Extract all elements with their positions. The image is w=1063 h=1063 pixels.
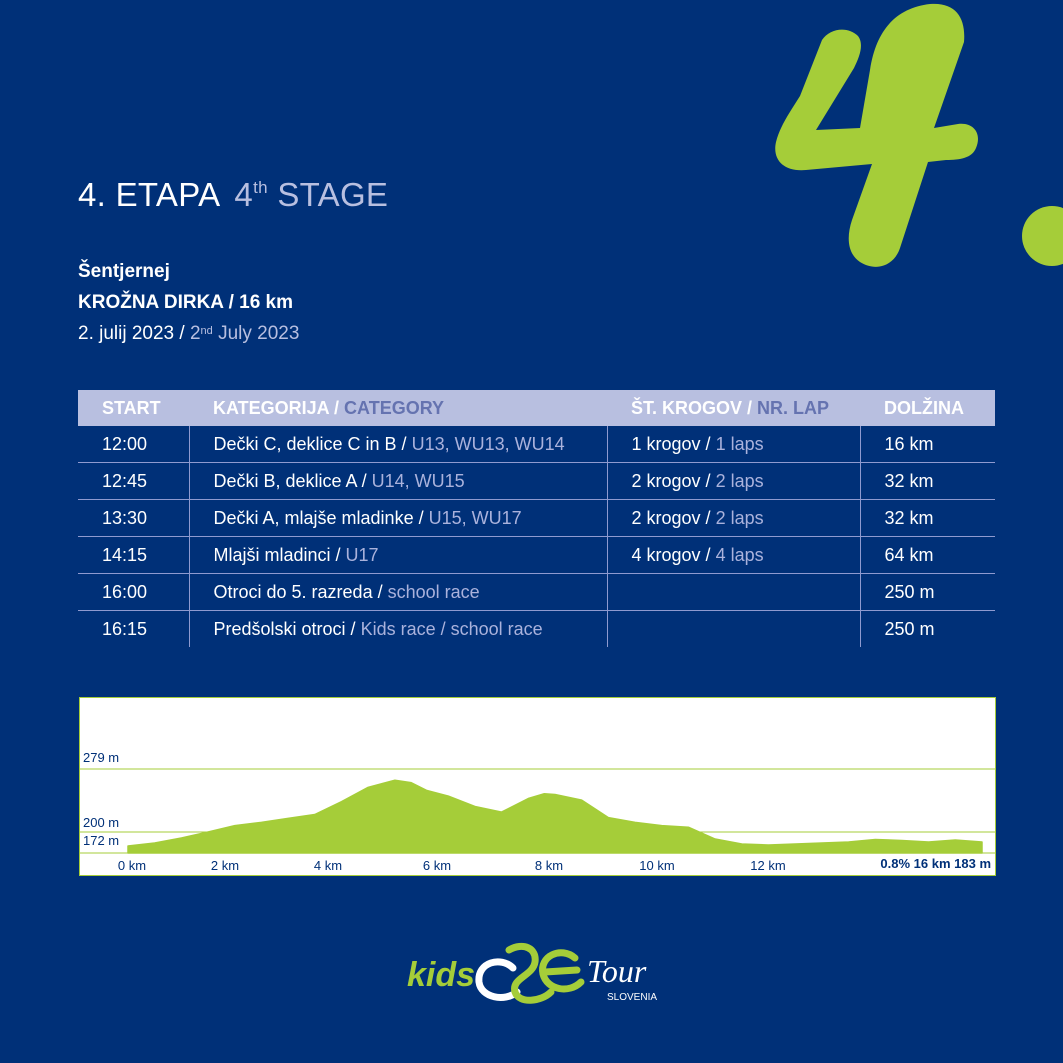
- distance-tick-label: 2 km: [210, 858, 240, 873]
- length-text: 32 km: [884, 507, 934, 528]
- start-time-text: 14:15: [102, 544, 148, 565]
- cell-laps: [607, 537, 860, 574]
- category-sl-text: Dečki C, deklice C in B /: [213, 433, 407, 454]
- category-en-text: school race: [387, 581, 480, 602]
- start-time-text: 16:00: [102, 581, 148, 602]
- stage-title-en-suffix: th: [253, 178, 268, 197]
- laps-en-text: 1 laps: [715, 433, 764, 454]
- laps-sl-text: 2 krogov /: [631, 470, 711, 491]
- cell-category: [189, 611, 607, 648]
- schedule-table: [78, 390, 995, 647]
- length-text: 64 km: [884, 544, 934, 565]
- stage-title-sl: 4. ETAPA: [78, 176, 221, 213]
- cell-start-time: [78, 500, 189, 537]
- race-date-en-suffix: nd: [200, 325, 213, 337]
- stage-title-en: [234, 176, 388, 213]
- logo-tour-text: Tour: [587, 953, 647, 989]
- header-category: [189, 390, 607, 426]
- laps-en-text: 2 laps: [715, 470, 764, 491]
- category-en-text: U13, WU13, WU14: [411, 433, 565, 454]
- start-time-text: 13:30: [102, 507, 148, 528]
- cell-length: [860, 500, 995, 537]
- distance-tick-label: 6 km: [422, 858, 452, 873]
- elevation-area: [128, 780, 982, 853]
- cell-laps: [607, 500, 860, 537]
- distance-tick-label: 4 km: [313, 858, 343, 873]
- logo-wheel-icon: [479, 962, 517, 998]
- race-date-en-number: 2: [189, 323, 201, 344]
- header-length: DOLŽINA: [860, 390, 995, 426]
- laps-en-text: 4 laps: [715, 544, 764, 565]
- distance-tick-label: 12 km: [750, 858, 786, 873]
- category-en-text: U15, WU17: [428, 507, 522, 528]
- distance-tick-label: 0 km: [117, 858, 147, 873]
- category-en-text: Kids race / school race: [360, 618, 543, 639]
- stage-number-graphic: [760, 0, 1063, 280]
- cell-length: [860, 611, 995, 648]
- category-sl-text: Dečki A, mlajše mladinke /: [213, 507, 424, 528]
- category-en-text: U17: [345, 544, 379, 565]
- elevation-label: 200 m: [83, 815, 120, 830]
- start-time-text: 12:00: [102, 433, 148, 454]
- cell-start-time: [78, 537, 189, 574]
- header-category-en: CATEGORY: [344, 397, 445, 418]
- elevation-label: 172 m: [83, 833, 120, 848]
- category-sl-text: Dečki B, deklice A /: [213, 470, 367, 491]
- laps-sl-text: 2 krogov /: [631, 507, 711, 528]
- table-row: [78, 463, 995, 500]
- cell-length: [860, 537, 995, 574]
- elevation-label: 279 m: [83, 750, 120, 765]
- category-sl-text: Predšolski otroci /: [213, 618, 356, 639]
- elevation-profile: [79, 697, 996, 876]
- table-row: [78, 537, 995, 574]
- logo-kids-text: kids: [407, 956, 476, 994]
- length-text: 250 m: [884, 581, 935, 602]
- length-text: 250 m: [884, 618, 935, 639]
- cell-laps: [607, 611, 860, 648]
- table-row: [78, 611, 995, 648]
- cell-laps: [607, 574, 860, 611]
- race-date: [78, 318, 299, 349]
- cell-category: [189, 426, 607, 463]
- cell-laps: [607, 463, 860, 500]
- category-sl-text: Mlajši mladinci /: [213, 544, 341, 565]
- cell-length: [860, 426, 995, 463]
- length-text: 32 km: [884, 470, 934, 491]
- category-sl-text: Otroci do 5. razreda /: [213, 581, 383, 602]
- header-category-sl: KATEGORIJA /: [213, 397, 340, 418]
- cell-length: [860, 463, 995, 500]
- stage-title-en-number: 4: [234, 176, 254, 213]
- race-type: KROŽNA DIRKA / 16 km: [78, 292, 294, 313]
- logo-country-text: SLOVENIA: [607, 992, 658, 1003]
- table-row: [78, 574, 995, 611]
- race-date-en: [190, 323, 299, 344]
- table-header-row: [78, 390, 995, 426]
- stage-title: [78, 176, 388, 214]
- cell-laps: [607, 426, 860, 463]
- cell-category: [189, 463, 607, 500]
- cell-start-time: [78, 574, 189, 611]
- length-text: 16 km: [884, 433, 934, 454]
- start-time-text: 12:45: [102, 470, 148, 491]
- header-laps-en: NR. LAP: [757, 397, 830, 418]
- cell-category: [189, 574, 607, 611]
- start-time-text: 16:15: [102, 618, 148, 639]
- cell-category: [189, 500, 607, 537]
- elevation-chart: [80, 698, 995, 875]
- cell-start-time: [78, 611, 189, 648]
- cell-category: [189, 537, 607, 574]
- race-date-en-rest: July 2023: [218, 323, 300, 344]
- race-info: [78, 256, 299, 349]
- distance-tick-label: 10 km: [639, 858, 675, 873]
- cell-start-time: [78, 426, 189, 463]
- header-start: START: [78, 390, 189, 426]
- distance-tick-label: 8 km: [534, 858, 564, 873]
- cell-start-time: [78, 463, 189, 500]
- laps-en-text: 2 laps: [715, 507, 764, 528]
- laps-sl-text: 1 krogov /: [631, 433, 711, 454]
- category-en-text: U14, WU15: [371, 470, 465, 491]
- laps-sl-text: 4 krogov /: [631, 544, 711, 565]
- header-laps: [607, 390, 860, 426]
- header-laps-sl: ŠT. KROGOV /: [631, 397, 753, 418]
- stage-title-en-word: STAGE: [277, 176, 389, 213]
- kids-tour-slovenia-logo: [405, 938, 675, 1010]
- race-date-sl: 2. julij 2023 /: [78, 323, 185, 344]
- location: Šentjernej: [78, 261, 170, 282]
- profile-summary: 0.8% 16 km 183 m: [880, 856, 991, 871]
- table-row: [78, 426, 995, 463]
- cell-length: [860, 574, 995, 611]
- table-row: [78, 500, 995, 537]
